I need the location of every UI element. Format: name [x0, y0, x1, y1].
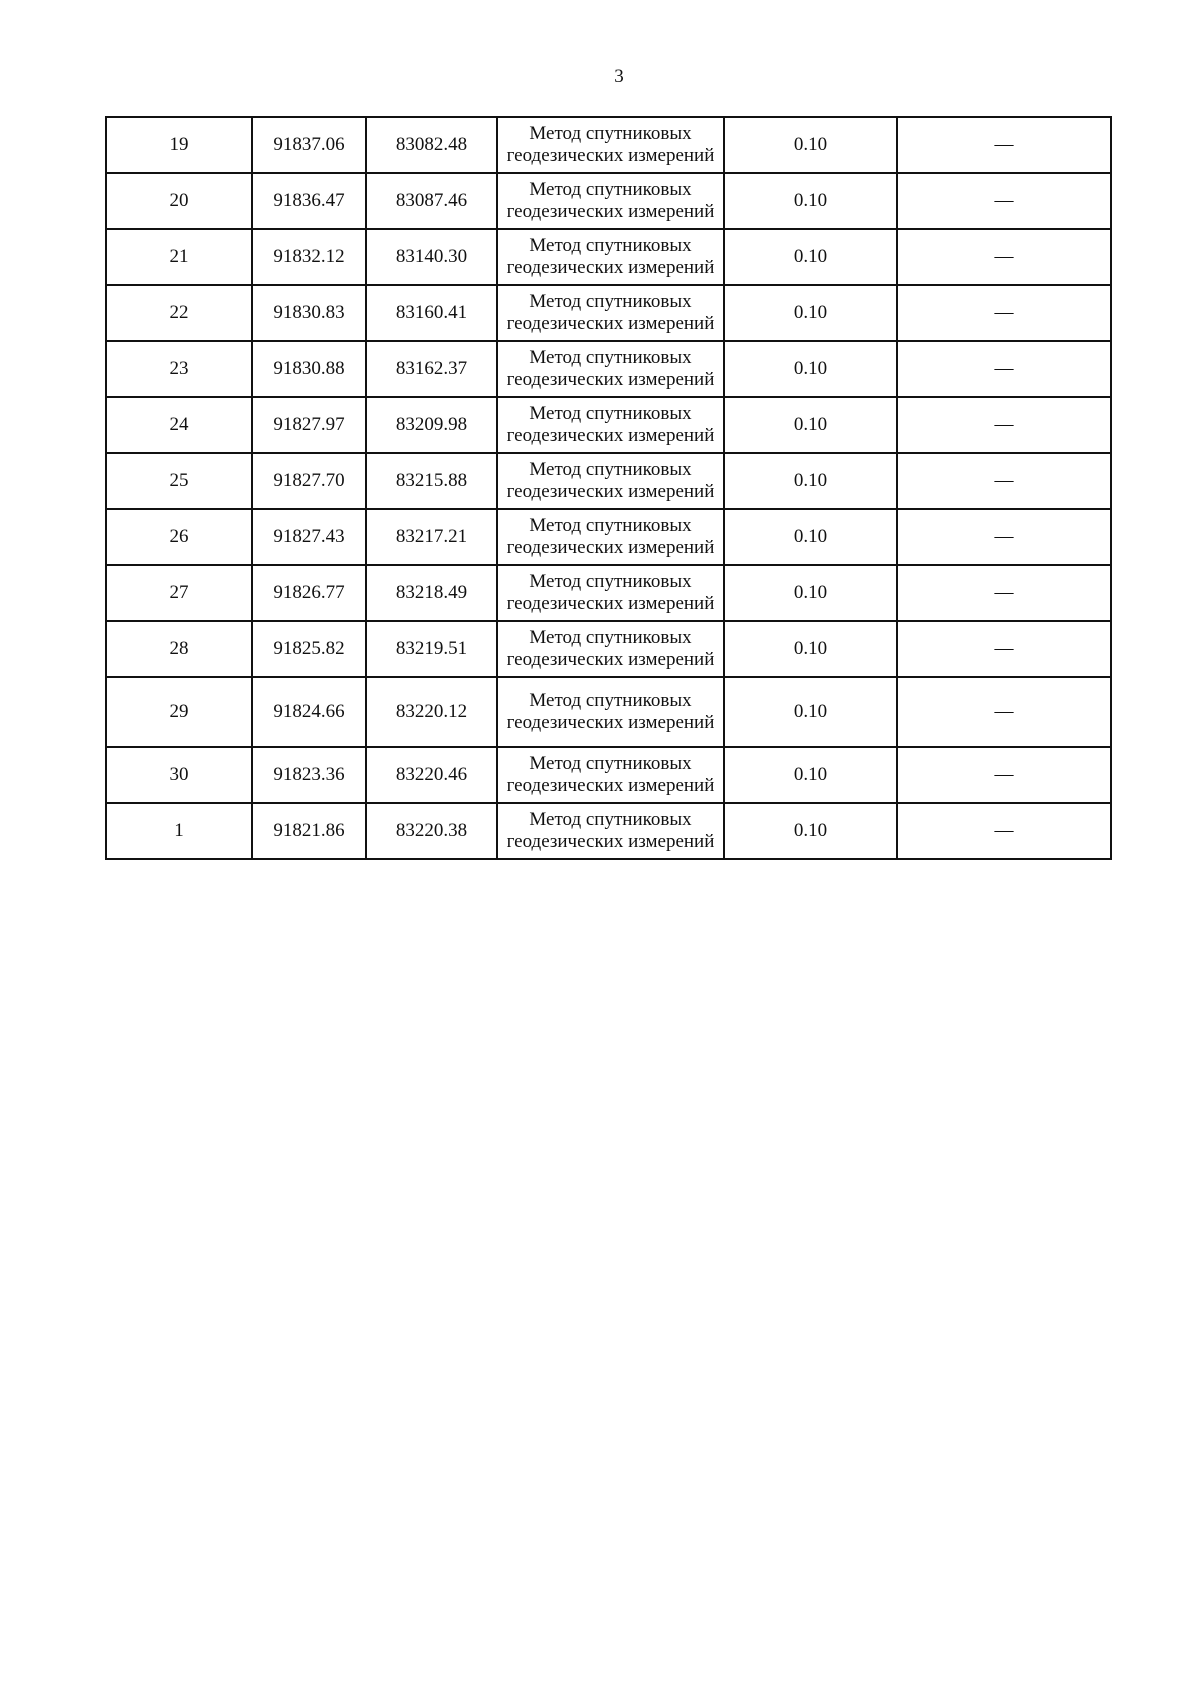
table-row: [106, 565, 1111, 621]
table-row: [106, 117, 1111, 173]
method-line-1: Метод спутниковых: [529, 459, 692, 480]
y-coordinate-cell: 83220.38: [366, 803, 497, 859]
method-line-1: Метод спутниковых: [529, 515, 692, 536]
table-row: [106, 285, 1111, 341]
method-line-2: геодезических измерений: [506, 775, 715, 796]
table-row: [106, 173, 1111, 229]
method-line-1: Метод спутниковых: [529, 291, 692, 312]
x-coordinate-cell: 91830.88: [252, 341, 366, 397]
x-coordinate-cell: 91827.97: [252, 397, 366, 453]
method-line-2: геодезических измерений: [506, 593, 715, 614]
method-line-2: геодезических измерений: [506, 481, 715, 502]
method-line-1: Метод спутниковых: [529, 123, 692, 144]
x-coordinate-cell: 91827.43: [252, 509, 366, 565]
method-line-1: Метод спутниковых: [529, 235, 692, 256]
method-line-2: геодезических измерений: [506, 712, 715, 733]
accuracy-cell: 0.10: [724, 117, 897, 173]
y-coordinate-cell: 83162.37: [366, 341, 497, 397]
method-cell: [497, 509, 724, 565]
y-coordinate-cell: 83218.49: [366, 565, 497, 621]
method-line-2: геодезических измерений: [506, 201, 715, 222]
y-coordinate-cell: 83217.21: [366, 509, 497, 565]
method-cell: [497, 677, 724, 747]
y-coordinate-cell: 83219.51: [366, 621, 497, 677]
accuracy-cell: 0.10: [724, 747, 897, 803]
method-cell: [497, 229, 724, 285]
accuracy-cell: 0.10: [724, 285, 897, 341]
method-cell: [497, 803, 724, 859]
method-line-2: геодезических измерений: [506, 831, 715, 852]
y-coordinate-cell: 83160.41: [366, 285, 497, 341]
note-cell: —: [897, 747, 1111, 803]
x-coordinate-cell: 91821.86: [252, 803, 366, 859]
accuracy-cell: 0.10: [724, 621, 897, 677]
x-coordinate-cell: 91827.70: [252, 453, 366, 509]
y-coordinate-cell: 83209.98: [366, 397, 497, 453]
y-coordinate-cell: 83220.46: [366, 747, 497, 803]
method-line-1: Метод спутниковых: [529, 571, 692, 592]
method-cell: [497, 173, 724, 229]
method-line-1: Метод спутниковых: [529, 403, 692, 424]
table-row: [106, 229, 1111, 285]
method-line-2: геодезических измерений: [506, 369, 715, 390]
note-cell: —: [897, 285, 1111, 341]
x-coordinate-cell: 91830.83: [252, 285, 366, 341]
point-number-cell: 1: [106, 803, 252, 859]
note-cell: —: [897, 621, 1111, 677]
method-cell: [497, 285, 724, 341]
accuracy-cell: 0.10: [724, 677, 897, 747]
x-coordinate-cell: 91823.36: [252, 747, 366, 803]
y-coordinate-cell: 83215.88: [366, 453, 497, 509]
note-cell: —: [897, 117, 1111, 173]
table-row: [106, 621, 1111, 677]
y-coordinate-cell: 83087.46: [366, 173, 497, 229]
x-coordinate-cell: 91832.12: [252, 229, 366, 285]
note-cell: —: [897, 173, 1111, 229]
table-row: [106, 677, 1111, 747]
point-number-cell: 27: [106, 565, 252, 621]
table-row: [106, 803, 1111, 859]
point-number-cell: 21: [106, 229, 252, 285]
point-number-cell: 28: [106, 621, 252, 677]
accuracy-cell: 0.10: [724, 341, 897, 397]
x-coordinate-cell: 91825.82: [252, 621, 366, 677]
y-coordinate-cell: 83140.30: [366, 229, 497, 285]
table-row: [106, 509, 1111, 565]
accuracy-cell: 0.10: [724, 509, 897, 565]
point-number-cell: 23: [106, 341, 252, 397]
method-line-2: геодезических измерений: [506, 145, 715, 166]
method-line-1: Метод спутниковых: [529, 627, 692, 648]
accuracy-cell: 0.10: [724, 397, 897, 453]
table-row: [106, 341, 1111, 397]
point-number-cell: 29: [106, 677, 252, 747]
method-cell: [497, 747, 724, 803]
accuracy-cell: 0.10: [724, 173, 897, 229]
x-coordinate-cell: 91826.77: [252, 565, 366, 621]
method-cell: [497, 565, 724, 621]
method-line-1: Метод спутниковых: [529, 179, 692, 200]
method-line-2: геодезических измерений: [506, 425, 715, 446]
method-line-2: геодезических измерений: [506, 257, 715, 278]
note-cell: —: [897, 341, 1111, 397]
note-cell: —: [897, 803, 1111, 859]
table-row: [106, 453, 1111, 509]
point-number-cell: 22: [106, 285, 252, 341]
note-cell: —: [897, 677, 1111, 747]
method-line-1: Метод спутниковых: [529, 809, 692, 830]
method-cell: [497, 453, 724, 509]
point-number-cell: 20: [106, 173, 252, 229]
method-cell: [497, 397, 724, 453]
page-number: 3: [614, 66, 624, 87]
note-cell: —: [897, 565, 1111, 621]
point-number-cell: 24: [106, 397, 252, 453]
method-line-1: Метод спутниковых: [529, 347, 692, 368]
x-coordinate-cell: 91824.66: [252, 677, 366, 747]
coordinates-table: [105, 116, 1112, 860]
point-number-cell: 26: [106, 509, 252, 565]
accuracy-cell: 0.10: [724, 229, 897, 285]
point-number-cell: 19: [106, 117, 252, 173]
note-cell: —: [897, 229, 1111, 285]
table-row: [106, 397, 1111, 453]
point-number-cell: 30: [106, 747, 252, 803]
note-cell: —: [897, 509, 1111, 565]
x-coordinate-cell: 91837.06: [252, 117, 366, 173]
method-line-2: геодезических измерений: [506, 649, 715, 670]
table-row: [106, 747, 1111, 803]
note-cell: —: [897, 453, 1111, 509]
method-cell: [497, 621, 724, 677]
x-coordinate-cell: 91836.47: [252, 173, 366, 229]
method-cell: [497, 341, 724, 397]
y-coordinate-cell: 83082.48: [366, 117, 497, 173]
accuracy-cell: 0.10: [724, 803, 897, 859]
method-line-2: геодезических измерений: [506, 537, 715, 558]
accuracy-cell: 0.10: [724, 453, 897, 509]
note-cell: —: [897, 397, 1111, 453]
accuracy-cell: 0.10: [724, 565, 897, 621]
point-number-cell: 25: [106, 453, 252, 509]
method-cell: [497, 117, 724, 173]
method-line-2: геодезических измерений: [506, 313, 715, 334]
y-coordinate-cell: 83220.12: [366, 677, 497, 747]
method-line-1: Метод спутниковых: [529, 753, 692, 774]
method-line-1: Метод спутниковых: [529, 690, 692, 711]
